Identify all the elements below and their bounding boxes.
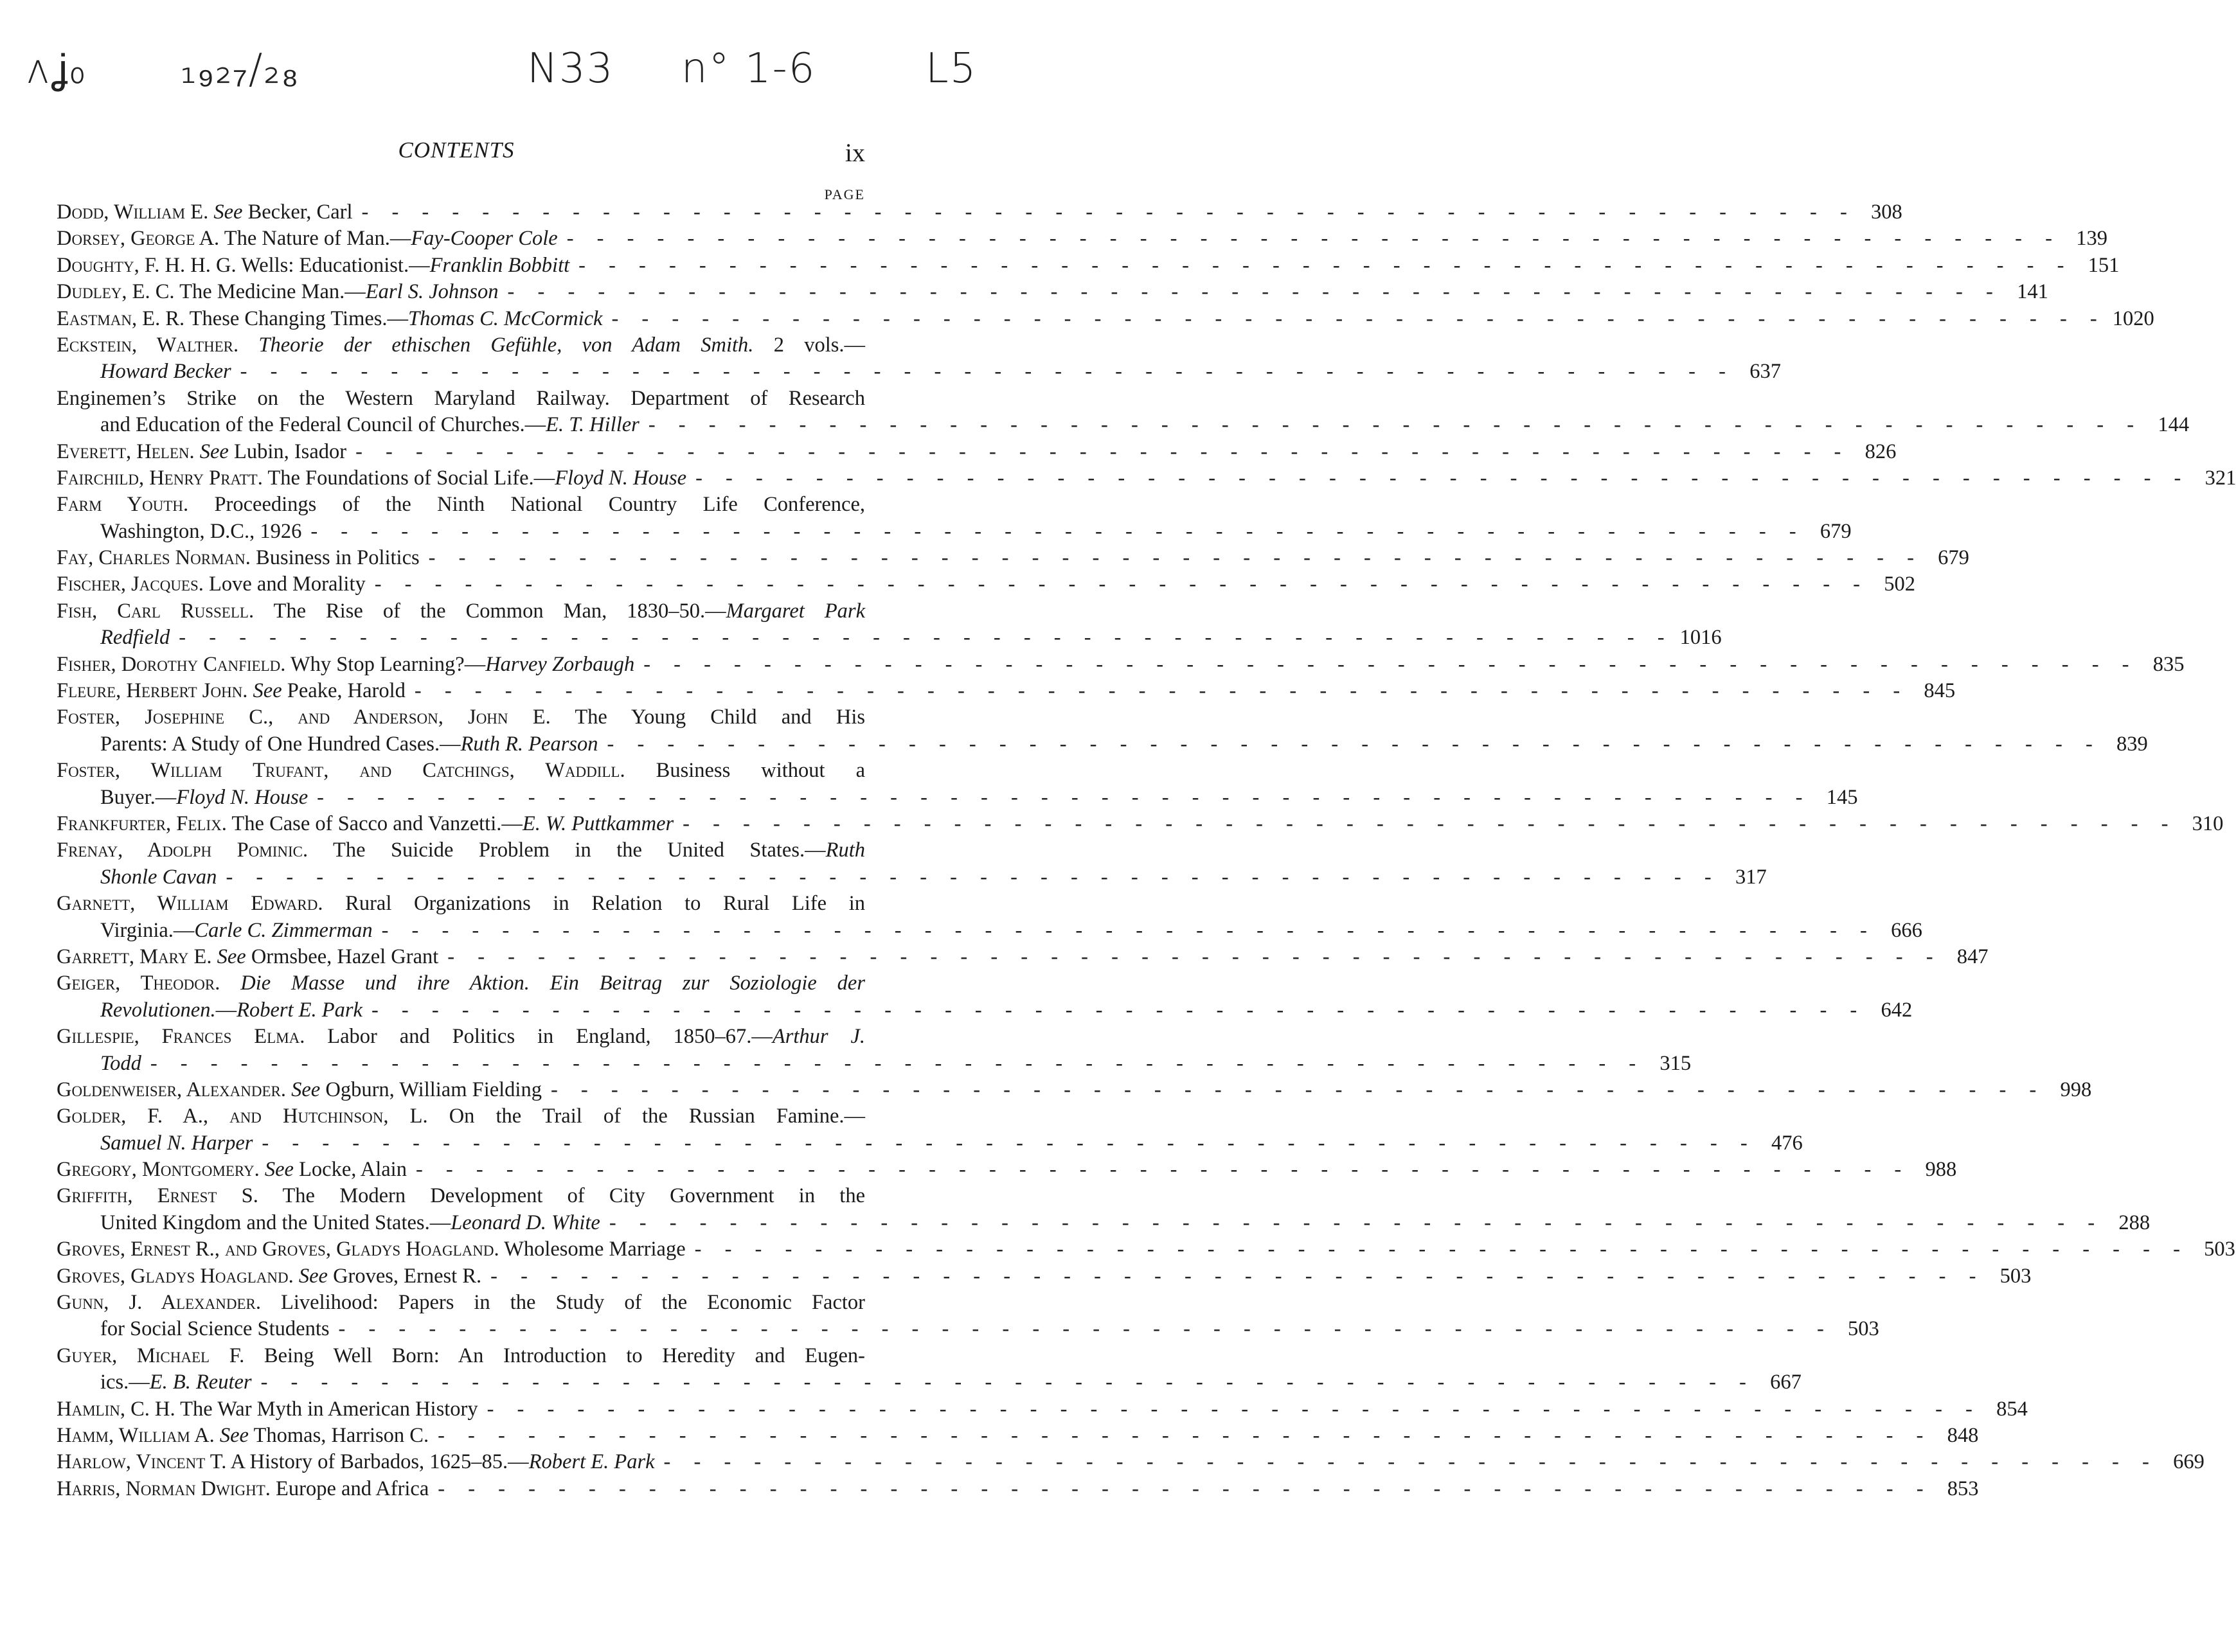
dot-leaders [490, 1263, 1985, 1290]
entry-italic: Ruth R. Pearson [460, 732, 598, 756]
contents-line [57, 678, 1956, 704]
entry-segment: 2 vols.— [753, 333, 865, 357]
entry-page-number: 826 [1865, 440, 1897, 463]
dot-leaders [683, 811, 2177, 837]
entry-text [57, 704, 865, 731]
entry-segment: Virginia.— [100, 918, 195, 942]
entry-page-number: 317 [1735, 865, 1767, 889]
dot-leaders [362, 199, 1856, 226]
dot-leaders [382, 918, 1876, 944]
dot-leaders [438, 1423, 1932, 1449]
entry-text [57, 811, 674, 837]
entry-italic: Carle C. Zimmerman [194, 918, 373, 942]
entry-italic: Robert E. Park [237, 998, 362, 1022]
entry-italic: Robert E. Park [528, 1450, 655, 1474]
entry-page-number: 151 [2088, 253, 2120, 277]
entry-page-number: 666 [1891, 918, 1922, 942]
entry-segment: Rural Organizations in Relation to Rural Life in [323, 892, 865, 916]
dot-leaders [664, 1449, 2158, 1475]
entry-text [57, 1157, 407, 1183]
contents-line [57, 1236, 2235, 1263]
entry-segment: Locke, Alain [293, 1158, 407, 1182]
contents-line [57, 412, 2190, 438]
contents-line [57, 758, 865, 784]
contents-line [57, 492, 865, 518]
entry-author: Frankfurter, Felix. [57, 812, 227, 835]
entry-italic: Howard Becker [100, 360, 231, 384]
entry-segment: The Foundations of Social Life.— [262, 466, 555, 490]
contents-line [57, 359, 1781, 385]
entry-author: Dodd, William E. [57, 200, 209, 224]
entry-page-number: 310 [2192, 812, 2224, 835]
entry-italic: Earl S. Johnson [365, 280, 499, 304]
entry-italic: Thomas C. McCormick [408, 306, 603, 330]
entry-italic: See [217, 945, 246, 968]
entry-author: Gunn, J. Alexander. [57, 1291, 261, 1315]
entry-segment: — [215, 998, 237, 1022]
entry-author: Hamm, William A. [57, 1423, 215, 1447]
entry-text [57, 1449, 655, 1475]
entry-author: Dorsey, George A. [57, 227, 220, 251]
entry-text [57, 652, 634, 678]
entry-text [57, 412, 639, 438]
entry-text [57, 1369, 252, 1396]
dot-leaders [429, 545, 1923, 571]
entry-page-number: 321 [2205, 466, 2236, 490]
contents-line [57, 1157, 1957, 1183]
entry-author: Fleure, Herbert John. [57, 679, 248, 703]
entry-segment: Europe and Africa [270, 1477, 429, 1500]
entry-page-number: 848 [1947, 1423, 1979, 1447]
entry-segment [260, 1158, 265, 1181]
entry-segment: Proceedings of the Ninth National Country Life Conference, [188, 493, 865, 517]
entry-segment: Groves, Ernest R. [327, 1264, 482, 1288]
entry-page-number: 288 [2118, 1211, 2151, 1234]
contents-list [57, 199, 2236, 1502]
entry-text [57, 944, 438, 970]
contents-line [57, 1369, 1802, 1396]
contents-line [57, 199, 1902, 226]
entry-page-number: 1016 [1679, 626, 1722, 650]
entry-text [57, 465, 686, 492]
page-header [0, 135, 1036, 167]
entry-page-number: 503 [2204, 1238, 2235, 1261]
contents-line [57, 1210, 2151, 1236]
contents-line [57, 1396, 2028, 1423]
entry-text [57, 918, 373, 944]
entry-segment [215, 1424, 220, 1447]
entry-text [57, 598, 865, 625]
entry-author: Fay, Charles Norman. [57, 546, 251, 570]
handwritten-note: N33 [527, 45, 614, 93]
contents-line [57, 598, 865, 625]
entry-italic: Redfield [100, 626, 170, 650]
contents-line [57, 944, 1989, 970]
dot-leaders [508, 279, 2002, 305]
contents-line [57, 279, 2048, 305]
entry-text [57, 306, 602, 332]
entry-author: Fish, Carl Russell. [57, 599, 255, 623]
entry-italic: See [253, 679, 282, 703]
entry-author: Griffith, Ernest S. [57, 1184, 258, 1208]
entry-italic: Ruth [825, 839, 865, 862]
dot-leaders [648, 412, 2143, 438]
dot-leaders [695, 465, 2190, 492]
contents-line [57, 386, 865, 412]
entry-author: Gillespie, Frances Elma. [57, 1025, 305, 1049]
entry-segment: The Case of Sacco and Vanzetti.— [226, 812, 523, 835]
contents-line [57, 332, 865, 359]
entry-page-number: 847 [1956, 945, 1989, 968]
entry-italic: Todd [100, 1051, 141, 1075]
entry-segment: Being Well Born: An Introduction to Heredity and Eugen- [244, 1344, 865, 1367]
entry-italic: E. B. Reuter [149, 1371, 252, 1394]
entry-author: Foster, Josephine C., and Anderson, John E. [57, 706, 551, 729]
entry-author: Eastman, E. R. [57, 306, 185, 330]
entry-text [57, 1423, 429, 1449]
entry-text [57, 199, 353, 226]
entry-author: Garnett, William Edward. [57, 892, 323, 916]
handwritten-annotations [0, 0, 1036, 129]
entry-page-number: 988 [1925, 1158, 1957, 1182]
handwritten-note: ʌʝ₀ [26, 46, 87, 93]
entry-page-number: 853 [1947, 1477, 1979, 1500]
dot-leaders [371, 997, 1866, 1024]
entry-text [57, 492, 865, 518]
entry-author: Farm Youth. [57, 493, 189, 517]
contents-line [57, 652, 2185, 678]
entry-page-number: 308 [1871, 200, 1902, 224]
dot-leaders [355, 439, 1850, 465]
dot-leaders [415, 678, 1909, 704]
dot-leaders [339, 1316, 1833, 1342]
entry-segment: Business without a [625, 759, 866, 783]
entry-author: Foster, William Trufant, and Catchings, Waddill. [57, 759, 625, 783]
entry-italic: E. T. Hiller [546, 413, 639, 437]
entry-segment: Livelihood: Papers in the Study of the Economic Factor [261, 1291, 865, 1315]
entry-author: Geiger, Theodor. [57, 972, 220, 995]
entry-page-number: 476 [1771, 1131, 1803, 1155]
entry-segment: Ogburn, William Fielding [320, 1078, 542, 1101]
entry-segment: Wholesome Marriage [499, 1238, 686, 1261]
entry-author: Fairchild, Henry Pratt. [57, 466, 263, 490]
entry-page-number: 145 [1826, 785, 1858, 809]
entry-author: Fisher, Dorothy Canfield. [57, 652, 286, 676]
entry-segment: Business in Politics [250, 546, 420, 570]
dot-leaders [447, 944, 1942, 970]
entry-italic: Theorie der ethischen Gefühle, von Adam Smith. [258, 333, 754, 357]
entry-text [57, 1290, 865, 1316]
entry-segment: The Rise of the Common Man, 1830–50.— [254, 599, 726, 623]
contents-line [57, 1343, 865, 1369]
entry-italic: See [199, 440, 229, 463]
entry-page-number: 315 [1659, 1051, 1692, 1075]
dot-leaders [695, 1236, 2189, 1263]
entry-text [57, 1476, 429, 1502]
entry-text [57, 785, 308, 811]
entry-segment: Peake, Harold [282, 679, 406, 703]
entry-segment: Buyer.— [100, 785, 177, 809]
contents-line [57, 1449, 2205, 1475]
entry-page-number: 854 [1996, 1397, 2028, 1421]
dot-leaders [226, 864, 1720, 891]
entry-text [57, 731, 598, 758]
entry-italic: Fay-Cooper Cole [411, 227, 558, 251]
entry-page-number: 141 [2017, 280, 2048, 304]
entry-page-number: 503 [1848, 1317, 1879, 1341]
entry-text [57, 359, 231, 385]
dot-leaders [261, 1369, 1755, 1396]
contents-line [57, 891, 865, 917]
entry-text [57, 1343, 865, 1369]
entry-segment: On the Trail of the Russian Famine.— [427, 1105, 865, 1128]
entry-author: Eckstein, Walther. [57, 333, 239, 357]
contents-line [57, 970, 865, 997]
entry-italic: Margaret Park [726, 599, 865, 623]
entry-text [57, 1077, 542, 1103]
entry-text [57, 1396, 478, 1423]
entry-segment: Washington, D.C., 1926 [100, 519, 302, 543]
entry-page-number: 845 [1924, 679, 1956, 703]
entry-text [57, 1024, 865, 1050]
contents-line [57, 704, 865, 731]
entry-segment: ics.— [100, 1371, 150, 1394]
entry-text [57, 226, 558, 252]
entry-segment: The Nature of Man.— [219, 227, 411, 251]
contents-line [57, 811, 2224, 837]
contents-line [57, 918, 1922, 944]
entry-segment: A History of Barbados, 1625–85.— [226, 1450, 529, 1474]
entry-italic: Floyd N. House [555, 466, 687, 490]
contents-line [57, 1290, 865, 1316]
entry-text [57, 332, 865, 359]
contents-line [57, 731, 2148, 758]
contents-line [57, 226, 2107, 252]
dot-leaders [262, 1130, 1756, 1157]
entry-author: Everett, Helen. [57, 440, 195, 463]
entry-text [57, 1263, 481, 1290]
entry-page-number: 669 [2173, 1450, 2205, 1474]
dot-leaders [179, 625, 1673, 651]
entry-author: Goldenweiser, Alexander. [57, 1078, 286, 1101]
entry-author: Groves, Gladys Hoagland. [57, 1264, 294, 1288]
entry-italic: See [264, 1158, 294, 1182]
contents-line [57, 1103, 865, 1130]
entry-page-number: 503 [1999, 1264, 2032, 1288]
entry-page-number: 835 [2152, 652, 2185, 676]
entry-text [57, 1236, 686, 1263]
entry-segment: The Medicine Man.— [174, 280, 366, 304]
entry-segment: H. G. Wells: Educationist.— [185, 253, 430, 277]
dot-leaders [609, 1210, 2104, 1236]
entry-text [57, 1130, 253, 1157]
entry-page-number: 1020 [2112, 306, 2154, 330]
dot-leaders [567, 226, 2061, 252]
entry-text [57, 625, 170, 651]
entry-page-number: 679 [1820, 519, 1852, 543]
entry-italic: Samuel N. Harper [100, 1131, 253, 1155]
dot-leaders [317, 785, 1811, 811]
entry-author: Doughty, F. H. [57, 253, 186, 277]
contents-line [57, 625, 1722, 651]
entry-author: Garrett, Mary E. [57, 945, 212, 968]
entry-page-number: 839 [2116, 732, 2148, 756]
contents-line [57, 545, 1969, 571]
entry-text [57, 519, 301, 545]
entry-italic: E. W. Puttkammer [522, 812, 674, 835]
entry-segment [294, 1265, 299, 1288]
entry-author: Hamlin, C. H. [57, 1397, 175, 1421]
entry-segment: Parents: A Study of One Hundred Cases.— [100, 732, 461, 756]
entry-author: Dudley, E. C. [57, 280, 175, 304]
entry-author: Harris, Norman Dwight. [57, 1477, 271, 1500]
dot-leaders [487, 1396, 1981, 1423]
entry-text [57, 891, 865, 917]
dot-leaders [438, 1476, 1932, 1502]
entry-text [57, 758, 865, 784]
dot-leaders [150, 1051, 1645, 1077]
dot-leaders [607, 731, 2102, 758]
dot-leaders [375, 571, 1869, 598]
entry-segment: for Social Science Students [100, 1317, 330, 1341]
dot-leaders [643, 652, 2138, 678]
entry-text [57, 439, 346, 465]
entry-segment: United Kingdom and the United States.— [100, 1211, 451, 1234]
contents-line [57, 864, 1767, 891]
entry-segment [220, 972, 240, 995]
entry-italic: Die Masse und ihre Aktion. Ein Beitrag zur Soziologie der [240, 972, 866, 995]
entry-page-number: 642 [1881, 998, 1913, 1022]
entry-segment: Why Stop Learning?— [285, 652, 486, 676]
entry-author: Golder, F. A., and Hutchinson, L. [57, 1105, 428, 1128]
entry-segment: The War Myth in American History [175, 1397, 478, 1421]
entry-text [57, 678, 406, 704]
entry-text [57, 864, 217, 891]
handwritten-note: L5 [926, 45, 978, 93]
entry-text [57, 1183, 865, 1209]
handwritten-note: ₁₉₂₇/₂₈ [180, 46, 300, 93]
page-number: ix [845, 138, 865, 167]
dot-leaders [551, 1077, 2045, 1103]
entry-author: Groves, Ernest R., and Groves, Gladys Hoagland. [57, 1238, 499, 1261]
entry-italic: Floyd N. House [176, 785, 309, 809]
contents-line [57, 1476, 1979, 1502]
entry-author: Fischer, Jacques. [57, 573, 204, 596]
entry-author: Frenay, Adolph Pominic. [57, 839, 309, 862]
entry-italic: See [298, 1264, 328, 1288]
entry-page-number: 679 [1938, 546, 1969, 570]
entry-text [57, 970, 865, 997]
contents-line [57, 519, 1852, 545]
dot-leaders [310, 519, 1805, 545]
entry-text [57, 1316, 330, 1342]
entry-segment: Lubin, Isador [228, 440, 347, 463]
entry-segment: Becker, Carl [242, 200, 353, 224]
entry-segment [247, 679, 253, 702]
contents-line [57, 1316, 1879, 1342]
contents-line [57, 1130, 1803, 1157]
entry-segment: Enginemen’s Strike on the Western Maryland Railway. Department of Research [57, 386, 865, 410]
contents-line [57, 465, 2236, 492]
entry-italic: See [219, 1423, 249, 1447]
contents-line [57, 571, 1915, 598]
entry-segment [195, 440, 200, 463]
page-column-header: PAGE [824, 186, 865, 202]
entry-segment: Labor and Politics in England, 1850–67.— [305, 1025, 773, 1049]
contents-line [57, 439, 1897, 465]
entry-segment: and Education of the Federal Council of Churches.— [100, 413, 546, 437]
entry-italic: Shonle Cavan [100, 865, 217, 889]
entry-author: Guyer, Michael F. [57, 1344, 245, 1367]
entry-author: Harlow, Vincent T. [57, 1450, 227, 1474]
entry-text [57, 1103, 865, 1130]
contents-line [57, 1077, 2092, 1103]
entry-segment: Thomas, Harrison C. [248, 1423, 429, 1447]
entry-segment: Love and Morality [203, 573, 366, 596]
entry-page-number: 637 [1749, 360, 1781, 384]
contents-line [57, 785, 1858, 811]
contents-line [57, 837, 865, 864]
entry-italic: Arthur J. [772, 1025, 865, 1049]
entry-text [57, 279, 499, 305]
entry-italic: Harvey Zorbaugh [485, 652, 635, 676]
entry-page-number: 139 [2076, 227, 2107, 251]
contents-line [57, 253, 2120, 279]
entry-italic: Revolutionen. [100, 998, 216, 1022]
entry-italic: Franklin Bobbitt [429, 253, 570, 277]
entry-text [57, 386, 865, 412]
dot-leaders [611, 306, 2106, 332]
entry-segment: The Young Child and His [550, 706, 865, 729]
entry-italic: See [213, 200, 243, 224]
entry-text [57, 997, 362, 1024]
entry-author: Gregory, Montgomery. [57, 1158, 260, 1182]
entry-segment: These Changing Times.— [184, 306, 409, 330]
contents-line [57, 1024, 865, 1050]
entry-page-number: 998 [2060, 1078, 2092, 1101]
contents-line [57, 1423, 1979, 1449]
entry-segment [286, 1078, 291, 1101]
entry-segment [238, 333, 258, 357]
entry-segment: The Suicide Problem in the United States.— [308, 839, 826, 862]
page-title: CONTENTS [398, 138, 515, 163]
entry-text [57, 545, 420, 571]
entry-text [57, 1210, 600, 1236]
entry-segment: Ormsbee, Hazel Grant [246, 945, 439, 968]
entry-segment: The Modern Development of City Government in the [258, 1184, 865, 1208]
contents-line [57, 1051, 1692, 1077]
dot-leaders [578, 253, 2073, 279]
entry-page-number: 502 [1884, 573, 1915, 596]
entry-page-number: 144 [2158, 413, 2190, 437]
entry-text [57, 1051, 141, 1077]
contents-line [57, 997, 1913, 1024]
dot-leaders [416, 1157, 1910, 1183]
entry-page-number: 667 [1770, 1371, 1802, 1394]
contents-line [57, 1183, 865, 1209]
entry-text [57, 571, 366, 598]
entry-italic: See [291, 1078, 321, 1101]
entry-text [57, 837, 865, 864]
entry-italic: Leonard D. White [451, 1211, 600, 1234]
entry-text [57, 253, 569, 279]
contents-line [57, 306, 2154, 332]
handwritten-note: n° 1-6 [681, 45, 816, 93]
entry-segment [211, 945, 217, 968]
dot-leaders [240, 359, 1735, 385]
contents-line [57, 1263, 2032, 1290]
